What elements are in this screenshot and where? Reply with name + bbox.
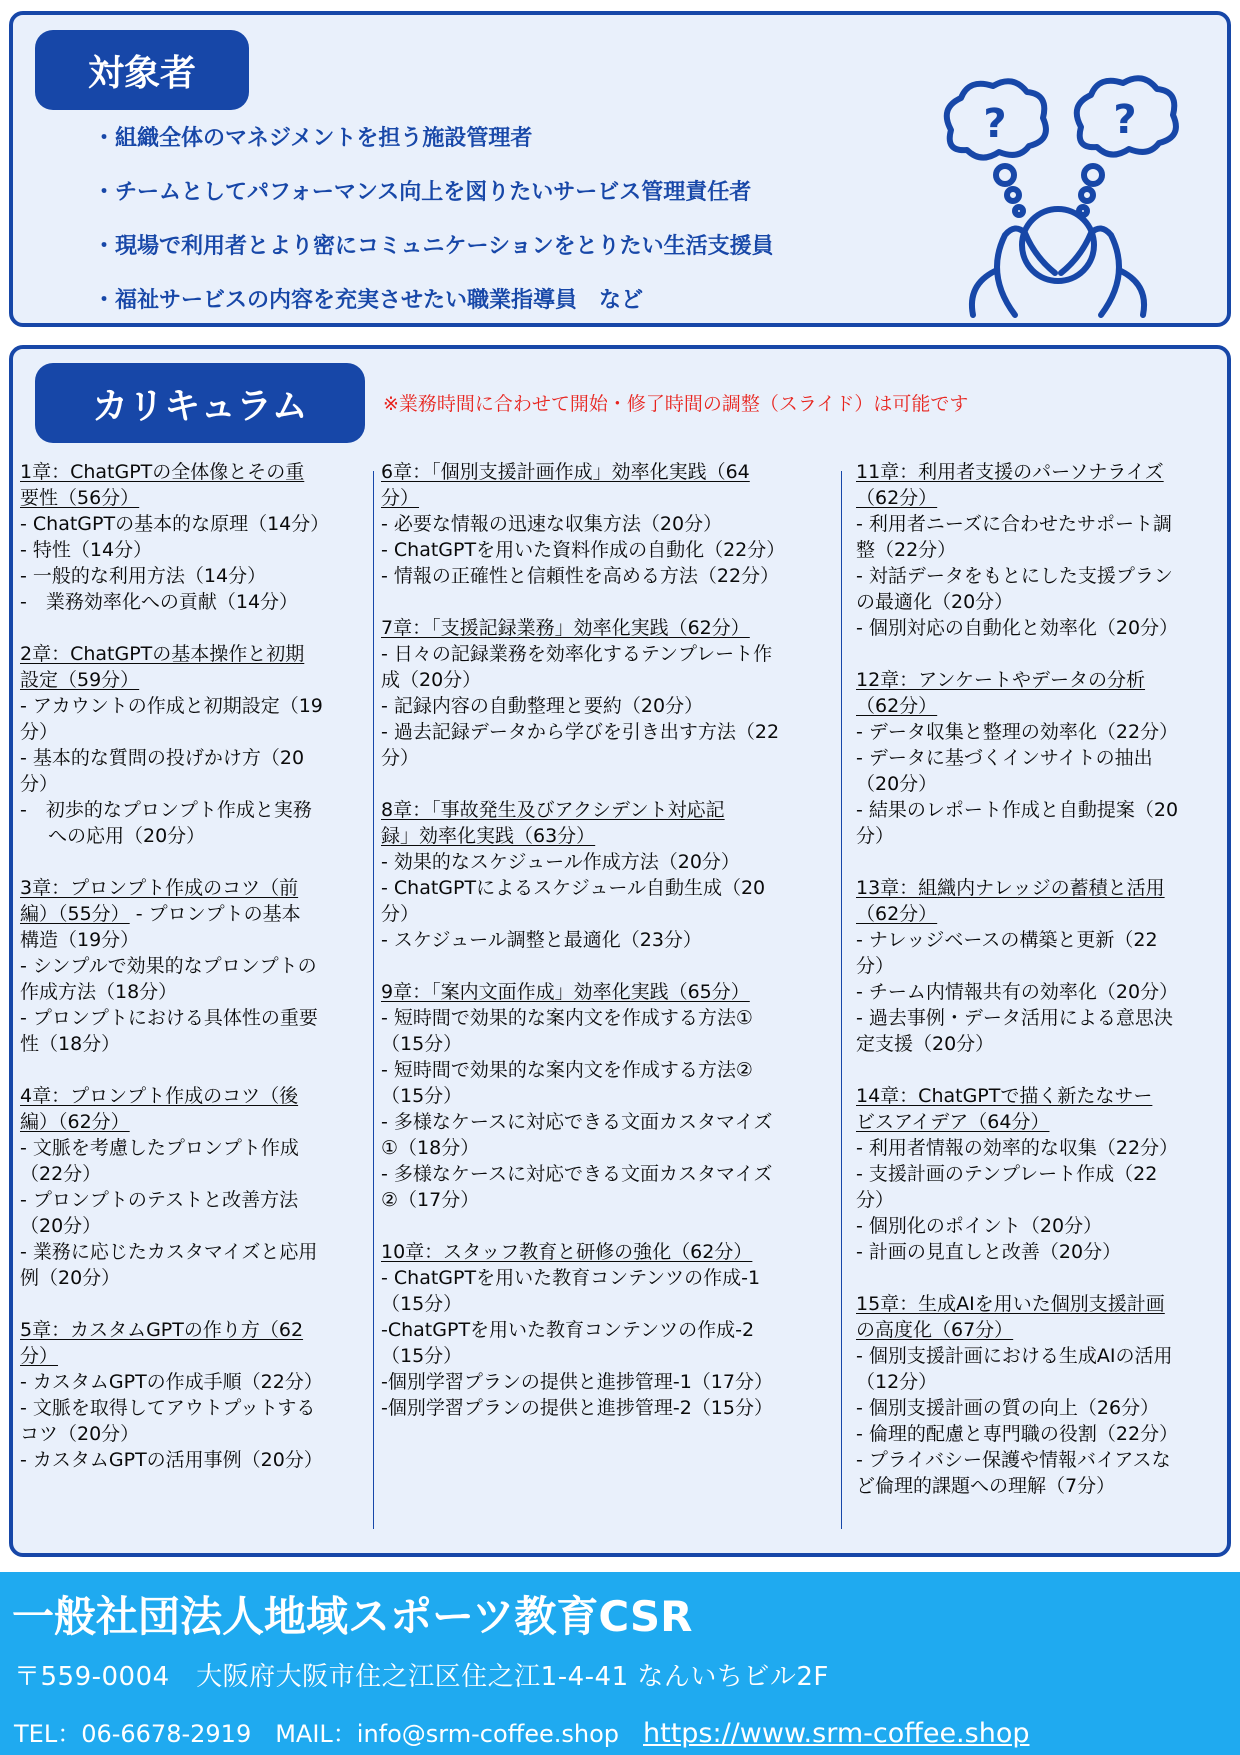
website-link[interactable]: https://www.srm-coffee.shop — [643, 1718, 1030, 1749]
chapter-title: 分） — [20, 1345, 59, 1367]
chapter-title: 編）（62分） — [20, 1111, 130, 1133]
chapter-item: - ナレッジベースの構築と更新（22 — [856, 929, 1158, 951]
target-section — [9, 11, 1231, 327]
chapter-item: - 業務に応じたカスタマイズと応用 — [20, 1241, 318, 1263]
chapter-4 — [20, 1083, 370, 1291]
chapter-item: -個別学習プランの提供と進捗管理-1（17分） — [381, 1371, 773, 1393]
chapter-title: 4章：プロンプト作成のコツ（後 — [20, 1085, 299, 1107]
chapter-item: - 業務効率化への貢献（14分） — [20, 591, 299, 613]
chapter-item: 整（22分） — [856, 539, 957, 561]
chapter-item: - ChatGPTによるスケジュール自動生成（20 — [381, 877, 766, 899]
target-item: ・現場で利用者とより密にコミュニケーションをとりたい生活支援員 — [93, 234, 774, 259]
chapter-item: 例（20分） — [20, 1267, 121, 1289]
chapter-item: - カスタムGPTの作成手順（22分） — [20, 1371, 323, 1393]
chapter-item: - 個別支援計画の質の向上（26分） — [856, 1397, 1160, 1419]
chapter-item: （15分） — [381, 1085, 463, 1107]
target-item: ・組織全体のマネジメントを担う施設管理者 — [93, 126, 533, 151]
chapter-item: - 基本的な質問の投げかけ方（20 — [20, 747, 305, 769]
chapter-item: コツ（20分） — [20, 1423, 140, 1445]
chapter-title: 5章：カスタムGPTの作り方（62 — [20, 1319, 304, 1341]
chapter-item: - 特性（14分） — [20, 539, 153, 561]
chapter-item: - データに基づくインサイトの抽出 — [856, 747, 1153, 769]
chapter-item: の最適化（20分） — [856, 591, 1014, 613]
chapter-item: 成（20分） — [381, 669, 482, 691]
svg-text:?: ? — [983, 101, 1007, 147]
chapter-title: （62分） — [856, 487, 938, 509]
chapter-item: - プライバシー保護や情報バイアスな — [856, 1449, 1171, 1471]
chapter-title: 12章：アンケートやデータの分析 — [856, 669, 1146, 691]
chapter-item: - ChatGPTを用いた資料作成の自動化（22分） — [381, 539, 786, 561]
chapter-title: の高度化（67分） — [856, 1319, 1014, 1341]
chapter-item: - データ収集と整理の効率化（22分） — [856, 721, 1179, 743]
chapter-title: （62分） — [856, 695, 938, 717]
chapter-item: ど倫理的課題への理解（7分） — [856, 1475, 1116, 1497]
target-item: ・福祉サービスの内容を充実させたい職業指導員 など — [93, 288, 644, 313]
chapter-item: - 一般的な利用方法（14分） — [20, 565, 267, 587]
chapter-item: （20分） — [20, 1215, 102, 1237]
chapter-item: 分） — [381, 903, 420, 925]
chapter-item: - ChatGPTを用いた教育コンテンツの作成-1 — [381, 1267, 761, 1289]
chapter-item: （15分） — [381, 1293, 463, 1315]
footer — [0, 1572, 1240, 1755]
worried-person-icon — [933, 75, 1183, 320]
chapter-item: - 倫理的配慮と専門職の役割（22分） — [856, 1423, 1179, 1445]
curriculum-column-1 — [20, 459, 370, 1499]
chapter-title: 2章：ChatGPTの基本操作と初期 — [20, 643, 305, 665]
chapter-item: 構造（19分） — [20, 929, 140, 951]
chapter-item: （15分） — [381, 1345, 463, 1367]
target-heading: 対象者 — [35, 30, 249, 110]
curriculum-column-2 — [381, 459, 851, 1447]
chapter-item: 分） — [20, 721, 59, 743]
chapter-title: 9章：「案内文面作成」効率化実践（65分） — [381, 981, 750, 1003]
chapter-item: - シンプルで効果的なプロンプトの — [20, 955, 317, 977]
chapter-item: - 必要な情報の迅速な収集方法（20分） — [381, 513, 723, 535]
chapter-item: - ChatGPTの基本的な原理（14分） — [20, 513, 330, 535]
chapter-item: - プロンプトにおける具体性の重要 — [20, 1007, 318, 1029]
chapter-item: - 利用者ニーズに合わせたサポート調 — [856, 513, 1172, 535]
chapter-item: - 記録内容の自動整理と要約（20分） — [381, 695, 704, 717]
chapter-item: -ChatGPTを用いた教育コンテンツの作成-2 — [381, 1319, 755, 1341]
chapter-item: ①（18分） — [381, 1137, 480, 1159]
chapter-title: 6章：「個別支援計画作成」効率化実践（64 — [381, 461, 750, 483]
chapter-title: 分） — [381, 487, 420, 509]
chapter-8 — [381, 797, 851, 953]
chapter-item: - 初歩的なプロンプト作成と実務 — [20, 799, 312, 821]
chapter-item: - カスタムGPTの活用事例（20分） — [20, 1449, 323, 1471]
chapter-item: 分） — [856, 825, 895, 847]
chapter-11 — [856, 459, 1236, 641]
target-item: ・チームとしてパフォーマンス向上を図りたいサービス管理責任者 — [93, 180, 752, 205]
chapter-title: 13章：組織内ナレッジの蓄積と活用 — [856, 877, 1165, 899]
chapter-item: - アカウントの作成と初期設定（19 — [20, 695, 323, 717]
chapter-title: 3章：プロンプト作成のコツ（前 — [20, 877, 299, 899]
chapter-2 — [20, 641, 370, 849]
chapter-item: - 個別化のポイント（20分） — [856, 1215, 1103, 1237]
svg-text:?: ? — [1113, 97, 1137, 143]
chapter-item: - 文脈を取得してアウトプットする — [20, 1397, 316, 1419]
chapter-item: 分） — [856, 1189, 895, 1211]
chapter-title: 設定（59分） — [20, 669, 140, 691]
chapter-title: 録」効率化実践（63分） — [381, 825, 596, 847]
address: 〒559-0004 大阪府大阪市住之江区住之江1-4-41 なんいちビル2F — [14, 1662, 829, 1692]
chapter-item: - 多様なケースに対応できる文面カスタマイズ — [381, 1111, 773, 1133]
chapter-item: - 多様なケースに対応できる文面カスタマイズ — [381, 1163, 773, 1185]
chapter-9 — [381, 979, 851, 1213]
chapter-6 — [381, 459, 851, 589]
chapter-item: - 計画の見直しと改善（20分） — [856, 1241, 1122, 1263]
chapter-title: 15章：生成AIを用いた個別支援計画 — [856, 1293, 1165, 1315]
chapter-item: 定支援（20分） — [856, 1033, 995, 1055]
chapter-item: - 個別対応の自動化と効率化（20分） — [856, 617, 1179, 639]
chapter-item: - 効果的なスケジュール作成方法（20分） — [381, 851, 740, 873]
chapter-item: への応用（20分） — [48, 825, 206, 847]
contact-text: TEL：06-6678-2919 MAIL：info@srm-coffee.shop — [14, 1720, 619, 1748]
chapter-title: ビスアイデア（64分） — [856, 1111, 1050, 1133]
chapter-10 — [381, 1239, 851, 1421]
chapter-title: 10章：スタッフ教育と研修の強化（62分） — [381, 1241, 753, 1263]
chapter-item: - 短時間で効果的な案内文を作成する方法② — [381, 1059, 753, 1081]
chapter-title: 8章：「事故発生及びアクシデント対応記 — [381, 799, 725, 821]
column-divider — [373, 471, 374, 1529]
chapter-item: - 短時間で効果的な案内文を作成する方法① — [381, 1007, 753, 1029]
chapter-15 — [856, 1291, 1236, 1499]
chapter-item: ②（17分） — [381, 1189, 480, 1211]
chapter-item: 分） — [381, 747, 420, 769]
chapter-title: （62分） — [856, 903, 938, 925]
chapter-item: （20分） — [856, 773, 938, 795]
chapter-1 — [20, 459, 370, 615]
chapter-14 — [856, 1083, 1236, 1265]
chapter-item: - チーム内情報共有の効率化（20分） — [856, 981, 1179, 1003]
chapter-item: 分） — [20, 773, 59, 795]
chapter-title: 11章：利用者支援のパーソナライズ — [856, 461, 1164, 483]
curriculum-note: ※業務時間に合わせて開始・修了時間の調整（スライド）は可能です — [383, 393, 969, 415]
chapter-item: - 過去事例・データ活用による意思決 — [856, 1007, 1173, 1029]
chapter-item: - 個別支援計画における生成AIの活用 — [856, 1345, 1173, 1367]
chapter-item: - スケジュール調整と最適化（23分） — [381, 929, 702, 951]
organization-name: 一般社団法人地域スポーツ教育CSR — [12, 1592, 693, 1641]
chapter-item: 作成方法（18分） — [20, 981, 178, 1003]
chapter-item: （22分） — [20, 1163, 102, 1185]
chapter-item: - 過去記録データから学びを引き出す方法（22 — [381, 721, 780, 743]
chapter-title: 7章：「支援記録業務」効率化実践（62分） — [381, 617, 750, 639]
chapter-item: - プロンプトのテストと改善方法 — [20, 1189, 299, 1211]
curriculum-heading: カリキュラム — [35, 363, 365, 443]
chapter-title: 1章：ChatGPTの全体像とその重 — [20, 461, 305, 483]
chapter-5 — [20, 1317, 370, 1473]
chapter-item: - 文脈を考慮したプロンプト作成 — [20, 1137, 299, 1159]
contact-info — [14, 1714, 1029, 1749]
chapter-13 — [856, 875, 1236, 1057]
target-list — [93, 125, 774, 341]
chapter-item: -個別学習プランの提供と進捗管理-2（15分） — [381, 1397, 773, 1419]
chapter-item: - 対話データをもとにした支援プラン — [856, 565, 1173, 587]
chapter-item: - 利用者情報の効率的な収集（22分） — [856, 1137, 1179, 1159]
curriculum-section — [9, 345, 1231, 1557]
chapter-title: 14章：ChatGPTで描く新たなサー — [856, 1085, 1153, 1107]
chapter-item: 分） — [856, 955, 895, 977]
chapter-item: - プロンプトの基本 — [129, 903, 301, 925]
chapter-7 — [381, 615, 851, 771]
chapter-item: （12分） — [856, 1371, 938, 1393]
chapter-12 — [856, 667, 1236, 849]
chapter-item: - 日々の記録業務を効率化するテンプレート作 — [381, 643, 773, 665]
chapter-item: （15分） — [381, 1033, 463, 1055]
chapter-title: 要性（56分） — [20, 487, 140, 509]
chapter-item: - 支援計画のテンプレート作成（22 — [856, 1163, 1158, 1185]
chapter-title: 編）（55分） — [20, 903, 130, 925]
curriculum-column-3 — [856, 459, 1236, 1525]
chapter-item: - 情報の正確性と信頼性を高める方法（22分） — [381, 565, 780, 587]
chapter-item: 性（18分） — [20, 1033, 121, 1055]
chapter-3 — [20, 875, 370, 1057]
chapter-item: - 結果のレポート作成と自動提案（20 — [856, 799, 1179, 821]
